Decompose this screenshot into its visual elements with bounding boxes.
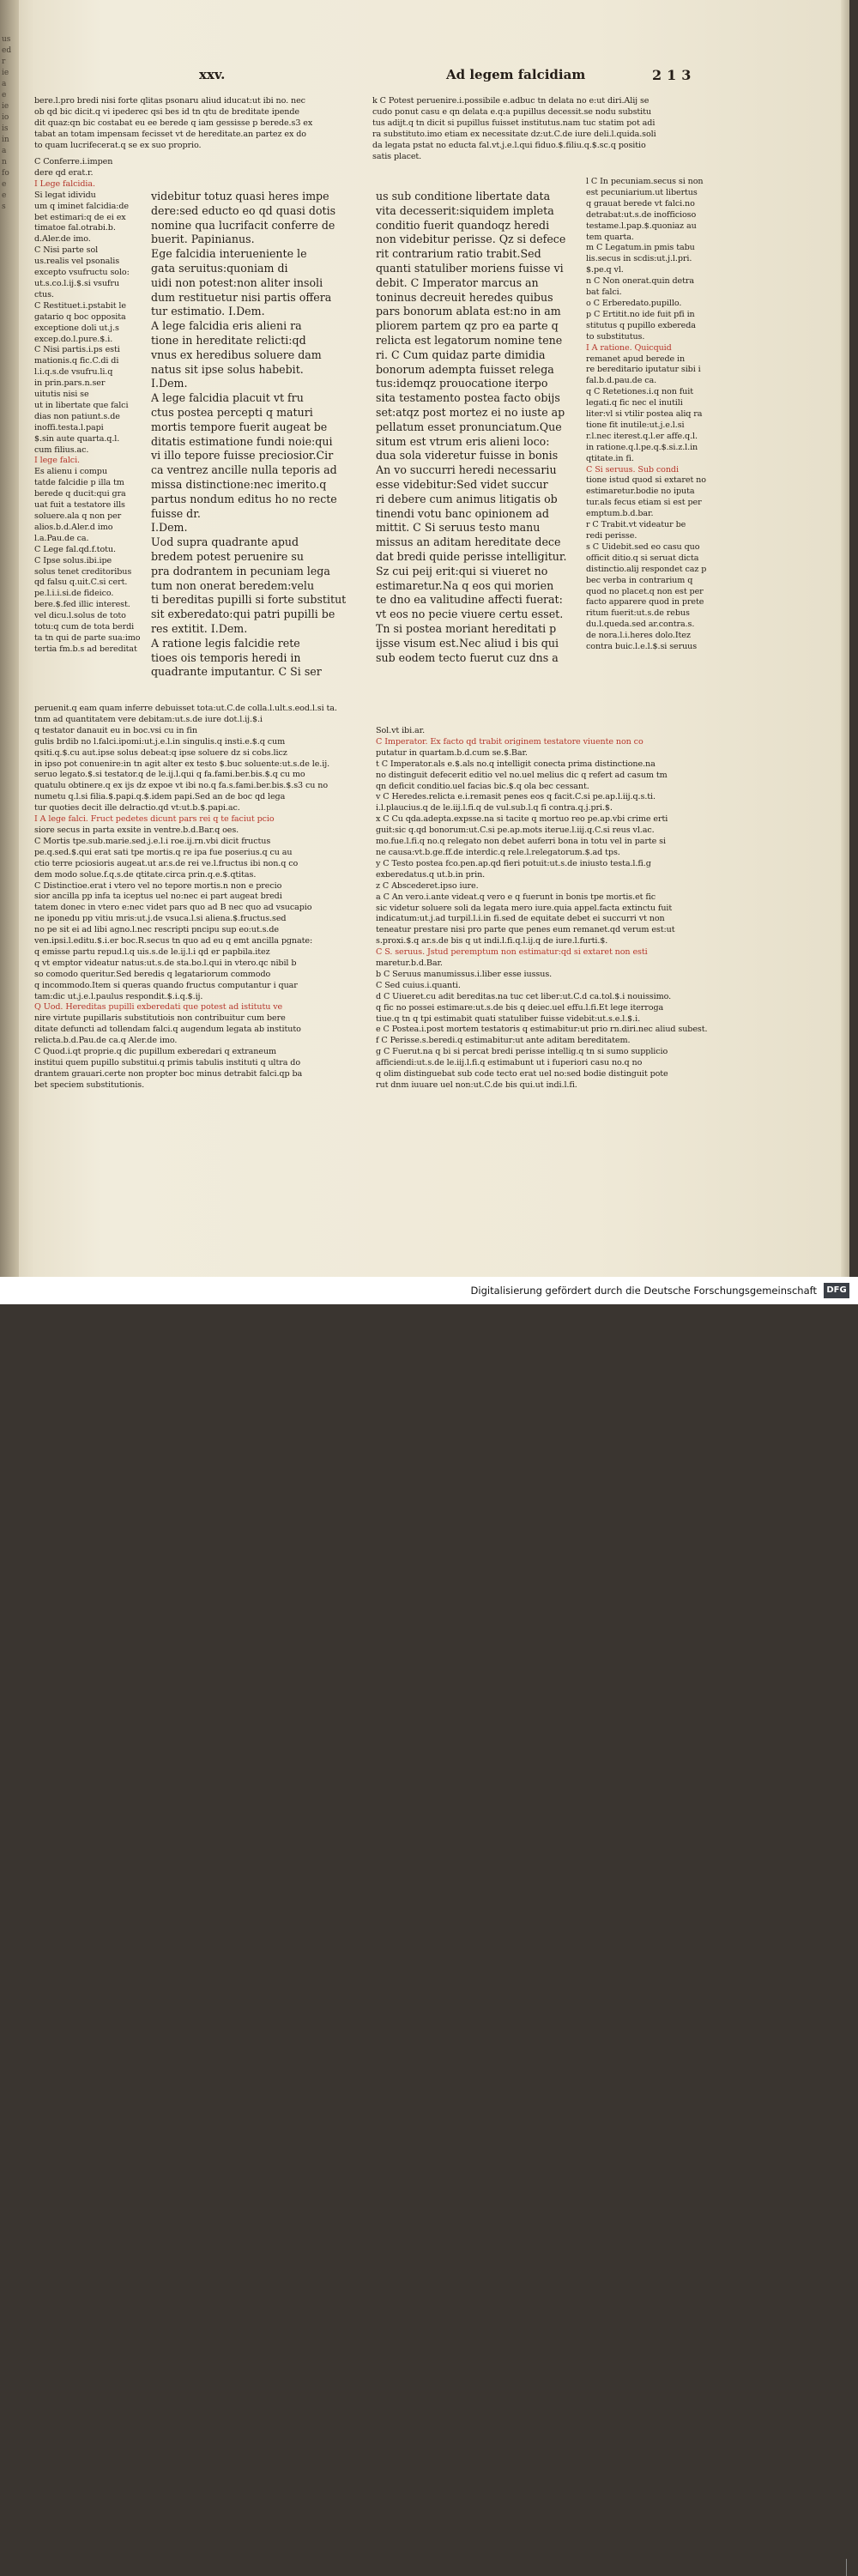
text-line: mortis tempore fuerit augeat be: [151, 420, 328, 433]
gloss-line: re bereditario iputatur sibi i: [586, 365, 701, 375]
gloss-line: ta tn qui de parte sua:imo: [34, 632, 141, 643]
folio-number: 213: [652, 67, 697, 83]
gloss-line: n C Non onerat.quin detra: [586, 276, 694, 287]
gloss-line: berede q ducit:qui gra: [34, 489, 126, 499]
text-line: toninus decreuit heredes quibus: [376, 290, 553, 304]
gloss-line: I A lege falci. Fruct pedetes dicunt pars rei q te faciut pcio: [34, 814, 275, 825]
gloss-line: i.l.plaucius.q de le.iij.l.fi.q de vul.sub.l.q fi contra.q.j.pri.$.: [376, 803, 613, 813]
gloss-line: uitutis nisi se: [34, 390, 89, 400]
gloss-line: ne causa:vt.b.ge.ff.de interdic.q rele.l.relegatorum.$.ad tps.: [376, 847, 620, 857]
gloss-line: dit quaz:qn bic costabat eu ee berede q iam gessisse p berede.s3 ex: [34, 118, 313, 128]
gloss-line: tem quarta.: [586, 232, 634, 242]
gloss-line: $.pe.q vl.: [586, 265, 624, 275]
text-line: quanti statuliber moriens fuisse vi: [376, 261, 564, 275]
text-line: us sub conditione libertate data: [376, 190, 551, 203]
text-line: tum non onerat beredem:velu: [151, 578, 315, 592]
gloss-top-left: [34, 96, 367, 152]
gloss-line: qtitate.in fi.: [586, 453, 634, 463]
gloss-line: dere qd erat.r.: [34, 167, 94, 178]
text-line: ca ventrez ancille nulla teporis ad: [151, 463, 337, 477]
footer-separator: [846, 2559, 847, 2576]
text-line: A lege falcidia placuit vt fru: [151, 391, 304, 405]
gloss-line: q vt emptor videatur natus:ut.s.de sta.bo.l.qui in vtero.qc nibil b: [34, 958, 297, 968]
text-line: An vo succurri heredi necessariu: [376, 463, 557, 477]
gloss-line: exceptione doli ut.j.s: [34, 323, 119, 333]
facing-page-fragment: s: [2, 203, 6, 211]
facing-page-fragment: r: [2, 57, 6, 66]
gloss-line: distinctio.alij respondet caz p: [586, 564, 707, 574]
gloss-line: ritum fuerit:ut.s.de rebus: [586, 608, 690, 619]
gloss-line: sior ancilla pp infa ta iceptus uel no:nec ei part augeat bredi: [34, 892, 282, 902]
gloss-line: to substitutus.: [586, 331, 645, 342]
text-line: estimaretur.Na q eos qui morien: [376, 578, 554, 592]
gloss-line: de nora.l.i.heres dolo.Itez: [586, 631, 691, 641]
gloss-line: drantem grauari.certe non propter boc minus detrabit falci.qp ba: [34, 1068, 303, 1079]
gloss-line: facto apparere quod in prete: [586, 597, 704, 608]
gloss-line: contra buic.l.e.l.$.si seruus: [586, 642, 698, 652]
gloss-line: so comodo queritur.Sed beredis q legatariorum commodo: [34, 969, 271, 979]
gloss-line: bec verba in contrarium q: [586, 575, 693, 585]
gloss-line: rut dnm iuuare uel non:ut.C.de bis qui.ut indi.l.fi.: [376, 1080, 577, 1090]
text-line: ijsse visum est.Nec aliud i bis qui: [376, 636, 559, 650]
gloss-line: liter:vl si vtilir postea aliq ra: [586, 409, 703, 420]
gloss-line: C Nisi parte sol: [34, 245, 99, 256]
gloss-line: pe.q.sed.$.qui erat sati tpe mortis.q re ipa fue poserius.q cu au: [34, 847, 293, 857]
gloss-bottom-left: [34, 704, 369, 1091]
gloss-line: stitutus q pupillo exbereda: [586, 320, 696, 330]
gloss-line: indicatum:ut.j.ad turpil.l.i.in fi.sed de equitate debet ei succurri vt non: [376, 914, 665, 924]
gloss-line: seruo legato.$.si testator.q de le.ij.l.qui q fa.fami.ber.bis.$.q cu mo: [34, 770, 305, 780]
main-text-column-1: [151, 190, 371, 680]
text-line: dum restituetur nisi partis offera: [151, 290, 332, 304]
gloss-line: qd falsu q.uit.C.si cert.: [34, 577, 128, 588]
gloss-line: est pecuniarium.ut libertus: [586, 187, 698, 197]
facing-page-fragment: n: [2, 158, 7, 166]
text-line: nomine qua lucrifacit conferre de: [151, 218, 335, 232]
text-line: debit. C Imperator marcus an: [376, 275, 539, 289]
text-line: ti bereditas pupilli si forte substitut: [151, 593, 347, 607]
gloss-line: Es alienu i compu: [34, 467, 107, 477]
text-line: bredem potest peruenire su: [151, 549, 304, 563]
text-line: mittit. C Si seruus testo manu: [376, 521, 541, 535]
gloss-line: estimaretur.bodie no iputa: [586, 487, 695, 497]
gloss-line: afficiendi:ut.s.de le.iij.l.fi.q estimabunt ut i fuperiori casu no.q no: [376, 1058, 643, 1068]
text-line: relicta est legatorum nomine tene: [376, 333, 563, 347]
gloss-line: C Sed cuius.i.quanti.: [376, 980, 461, 990]
gloss-line: nire virtute pupillaris substitutiois non contribuitur cum bere: [34, 1013, 286, 1024]
gloss-line: guit:sic q.qd bonorum:ut.C.si pe.ap.mots iterue.l.iij.q.C.si reus vl.ac.: [376, 825, 655, 836]
gloss-line: detrabat:ut.s.de inofficioso: [586, 209, 697, 220]
text-line: videbitur totuz quasi heres impe: [151, 190, 329, 203]
facing-page-fragment: ie: [2, 69, 9, 77]
text-line: uidi non potest:non aliter insoli: [151, 275, 323, 289]
gloss-line: d.Aler.de imo.: [34, 234, 91, 245]
gloss-line: vel dicu.l.solus de toto: [34, 611, 126, 621]
gloss-line: redi perisse.: [586, 531, 637, 541]
gloss-line: no distinguit defecerit editio vel no.uel melius dic q refert ad casum tm: [376, 770, 668, 780]
gloss-line: l C In pecuniam.secus si non: [586, 177, 704, 186]
text-line: partus nondum editus ho no recte: [151, 492, 337, 505]
gloss-line: q testator danauit eu in boc.vsi cu in fin: [34, 725, 197, 735]
gloss-line: pe.l.i.i.si.de fideico.: [34, 589, 114, 599]
gloss-line: relicta.b.d.Pau.de ca.q Aler.de imo.: [34, 1036, 178, 1046]
text-line: dere:sed educto eo qd quasi dotis: [151, 203, 336, 217]
text-line: I.Dem.: [151, 377, 188, 390]
facing-page-fragment: ed: [2, 46, 12, 55]
gloss-line: s C Uidebit.sed eo casu quo: [586, 541, 700, 552]
facing-page-fragment: e: [2, 91, 7, 100]
gloss-line: Sol.vt ibi.ar.: [376, 726, 426, 735]
gloss-line: mationis.q fic.C.di di: [34, 356, 119, 366]
text-line: fuisse dr.: [151, 506, 201, 520]
gloss-line: C Distinctioe.erat i vtero vel no tepore mortis.n non e precio: [34, 880, 282, 891]
text-line: ctus postea percepti q maturi: [151, 405, 313, 419]
gloss-line: C Imperator. Ex facto qd trabit originem testatore viuente non co: [376, 736, 644, 747]
text-line: tioes ois temporis heredi in: [151, 650, 301, 664]
gloss-top-right: [372, 96, 741, 162]
gloss-line: tertia fm.b.s ad bereditat: [34, 644, 137, 654]
text-line: ditatis estimatione fundi noie:qui: [151, 434, 333, 448]
gloss-line: quatulu obtinere.q ex ijs dz expoe vt ibi no.q fa.s.fami.ber.bis.$.s3 cu no: [34, 781, 329, 791]
text-line: sub eodem tecto fuerut cuz dns a: [376, 650, 559, 664]
digitization-footer: [0, 1277, 858, 1304]
facing-page-fragment: is: [2, 124, 9, 133]
folio-left: xxv.: [199, 67, 226, 82]
gloss-line: peruenit.q eam quam inferre debuisset tota:ut.C.de colla.l.ult.s.eod.l.si ta.: [34, 704, 337, 713]
text-line: A ratione legis falcidie rete: [151, 636, 300, 650]
gloss-line: tione fit inutile:ut.j.e.l.si: [586, 420, 685, 430]
gloss-line: bet speciem substitutionis.: [34, 1079, 145, 1090]
text-line: pliorem partem qz pro ea parte q: [376, 319, 559, 333]
text-line: ri debere cum animus litigatis ob: [376, 492, 558, 505]
gloss-line: mo.fue.l.fi.q no.q relegato non debet auferri bona in totu vel in parte si: [376, 837, 666, 847]
gloss-line: totu:q cum de tota berdi: [34, 622, 135, 632]
facing-page-fragment: a: [2, 147, 7, 155]
gloss-line: um q iminet falcidia:de: [34, 201, 129, 211]
text-line: Ege falcidia interueniente le: [151, 247, 307, 261]
gloss-line: soluere.ala q non per: [34, 511, 122, 521]
section-title: Ad legem falcidiam: [446, 67, 586, 82]
gloss-line: r C Trabit.vt videatur be: [586, 520, 686, 530]
gloss-line: ob qd bic dicit.q vi ipederec qsi bes id tn qtu de breditate ipende: [34, 106, 299, 117]
gloss-line: tnm ad quantitatem vere debitam:ut.s.de iure dot.l.ij.$.i: [34, 714, 263, 724]
gloss-line: to quam lucrifecerat.q se ex suo proprio.: [34, 140, 202, 150]
gloss-line: q emisse partu repud.l.q uis.s.de le.ij.l.i qd er papbila.itez: [34, 946, 270, 957]
gloss-line: teneatur prestare nisi pro parte que penes eum remanet.qd verum est:ut: [376, 925, 675, 935]
gloss-line: tur.als fecus etiam si est per: [586, 498, 702, 508]
gloss-line: v C Heredes.relicta e.i.remasit penes eos q facit.C.si pe.ap.l.iij.q.s.ti.: [376, 792, 656, 802]
main-text-column-2: [376, 190, 582, 665]
facing-page-fragment: in: [2, 136, 9, 144]
text-line: sit exberedato:qui patri pupilli be: [151, 608, 335, 621]
gloss-line: ctio terre pciosioris augeat.ut ar.s.de rei ve.l.fructus ibi non.q co: [34, 858, 299, 868]
gloss-line: C Mortis tpe.sub.marie.sed.j.e.l.i roe.ij.rn.vbi dicit fructus: [34, 836, 271, 846]
gloss-line: C Quod.i.qt proprie.q dic pupillum exberedari q extraneum: [34, 1047, 277, 1057]
gloss-line: dem modo solue.f.q.s.de qtitate.circa prin.q.e.$.qtitas.: [34, 869, 257, 880]
facing-page-fragment: fo: [2, 169, 9, 178]
gloss-line: s.proxi.$.q ar.s.de bis q ut indi.l.fi.q.l.ij.q de iure.l.furti.$.: [376, 936, 608, 946]
funding-notice: Digitalisierung gefördert durch die Deutsche Forschungsgemeinschaft: [470, 1285, 817, 1297]
gloss-line: maretur.b.d.Bar.: [376, 958, 443, 969]
gloss-line: l.a.Pau.de ca.: [34, 533, 89, 543]
text-line: I.Dem.: [151, 521, 188, 535]
text-line: esse videbitur:Sed videt succur: [376, 477, 548, 491]
gloss-line: lis.secus in scdis:ut.j.l.pri.: [586, 254, 692, 264]
gloss-line: C S. seruus. Jstud peremptum non estimatur:qd si extaret non esti: [376, 947, 648, 958]
gloss-line: ditate defuncti ad tollendam falci.q augendum legata ab instituto: [34, 1025, 301, 1035]
gloss-line: no pe sit ei ad libi agno.l.nec rescripti pncipu sup eo:ut.s.de: [34, 925, 279, 935]
gloss-line: tiue.q tn q tpi estimabit quati statuliber fuisse videbit:ut.s.e.l.$.i.: [376, 1013, 641, 1024]
gloss-line: x C Cu qda.adepta.expsse.na si tacite q mortuo reo pe.ap.vbi crime erti: [376, 814, 668, 825]
gloss-line: z C Abscederet.ipso iure.: [376, 880, 479, 891]
gloss-line: ra substituto.imo etiam ex necessitate dz:ut.C.de iure deli.l.quida.soli: [372, 129, 656, 139]
gloss-line: m C Legatum.in pmis tabu: [586, 243, 695, 253]
gloss-right-column: [586, 177, 740, 653]
text-line: non videbitur perisse. Qz si defece: [376, 233, 566, 246]
gloss-line: officit ditio.q si seruat dicta: [586, 553, 699, 563]
book-page: [0, 0, 849, 1277]
gloss-line: bet estimari:q de ei ex: [34, 212, 126, 222]
text-line: A lege falcidia eris alieni ra: [151, 319, 302, 333]
gloss-line: gulis brdib no l.falci.ipomi:ut.j.e.l.in singulis.q insti.e.$.q cum: [34, 736, 286, 747]
gloss-line: qsiti.q.$.cu aut.ipse solus debeat:q ipse soluere dz si cobs.licz: [34, 747, 287, 758]
gloss-line: Q Uod. Hereditas pupilli exberedati que potest ad istitutu ve: [34, 1002, 283, 1013]
facing-page-fragment: e: [2, 191, 7, 200]
gloss-line: ven.ipsi.l.editu.$.i.er boc.R.secus tn quo ad eu q emt ancilla pgnate:: [34, 936, 313, 946]
gloss-line: o C Erberedato.pupillo.: [586, 298, 682, 308]
text-line: bonorum adempta fuisset relega: [376, 362, 554, 376]
gloss-line: cum filius.ac.: [34, 444, 89, 455]
gloss-line: q fic no possei estimare:ut.s.de bis q deiec.uel effu.l.fi.Et lege iterroga: [376, 1002, 664, 1013]
gloss-line: bere.$.fed illic interest.: [34, 600, 130, 610]
gloss-line: a C An vero.i.ante videat.q vero e q fuerunt in bonis tpe mortis.et fic: [376, 892, 656, 902]
gloss-line: Si legat idividu: [34, 190, 96, 200]
text-line: tinendi votu banc opinionem ad: [376, 506, 549, 520]
gloss-line: I lege falci.: [34, 456, 80, 466]
gloss-line: C Lege fal.qd.f.totu.: [34, 544, 116, 554]
text-line: dat bredi quide perisse intelligitur.: [376, 549, 567, 563]
gloss-line: f C Perisse.s.beredi.q estimabitur:ut ante aditam bereditatem.: [376, 1036, 631, 1046]
gloss-line: timatoe fal.otrabi.b.: [34, 223, 116, 233]
text-line: vt eos no pecie viuere certu esset.: [376, 608, 564, 621]
facing-page-fragment: io: [2, 113, 9, 122]
running-head: [0, 67, 849, 88]
facing-page-fragment: e: [2, 180, 7, 189]
gloss-line: q olim distinguebat sub code tecto erat uel no:sed bodie distinguit pote: [376, 1069, 668, 1079]
gloss-line: C Nisi partis.i.ps esti: [34, 345, 120, 355]
text-line: dua sola videretur fuisse in bonis: [376, 449, 559, 463]
gloss-line: I Lege falcidia.: [34, 178, 95, 189]
gloss-line: tus adijt.q tn dicit si pupillus fuisset institutus.nam tuc statim pot adi: [372, 118, 656, 128]
gloss-line: ctus.: [34, 289, 54, 299]
text-line: rit contrarium ratio trabit.Sed: [376, 247, 541, 261]
gloss-line: qn deficit conditio.uel facias bic.$.q ola bec cessant.: [376, 781, 589, 791]
gloss-left-column: [34, 157, 146, 656]
page-edge: [841, 0, 849, 1277]
gloss-line: sic videtur soluere soli da legata mero iure.quia appel.facta extinctu fuit: [376, 903, 673, 913]
text-line: tur estimatio. I.Dem.: [151, 305, 265, 318]
gloss-line: satis placet.: [372, 151, 422, 161]
text-line: vi illo tepore fuisse preciosior.Cir: [151, 449, 334, 463]
gloss-line: emptum.b.d.bar.: [586, 509, 654, 519]
gloss-line: p C Ertitit.no ide fuit pfi in: [586, 309, 695, 319]
gloss-line: solus tenet creditoribus: [34, 566, 132, 577]
gloss-line: alios.b.d.Aler.d imo: [34, 522, 113, 532]
text-line: vita decesserit:siquidem impleta: [376, 203, 554, 217]
text-line: set:atqz post mortez ei no iuste ap: [376, 405, 565, 419]
text-line: Tn si postea moriant hereditati p: [376, 621, 557, 635]
gloss-line: d C Uiueret.cu adit bereditas.na tuc cet liber:ut.C.d ca.tol.$.i nouissimo.: [376, 991, 672, 1001]
gloss-line: g C Fuerut.na q bi si percat bredi perisse intellig.q tn si sumo supplicio: [376, 1047, 668, 1057]
text-line: pra dodrantem in pecuniam lega: [151, 564, 330, 577]
gloss-line: exberedatus.q ut.b.in prin.: [376, 869, 486, 880]
text-line: conditio fuerit quandoqz heredi: [376, 218, 550, 232]
gloss-line: C Restituet.i.pstabit le: [34, 300, 126, 311]
facing-page-fragment: us: [2, 35, 11, 44]
gloss-line: tatde falcidie p illa tm: [34, 478, 124, 488]
facing-page-fragments: [2, 34, 24, 213]
text-line: Uod supra quadrante apud: [151, 535, 299, 549]
text-line: gata seruitus:quoniam di: [151, 261, 288, 275]
gloss-line: uat fuit a testatore ills: [34, 500, 125, 511]
gloss-line: b C Seruus manumissus.i.liber esse iussus.: [376, 969, 553, 979]
gloss-line: institui quem pupillo substitui.q primis tabulis instituti q ultra do: [34, 1058, 301, 1067]
text-line: pellatum esset pronunciatum.Que: [376, 420, 562, 433]
text-line: te dno ea valitudine affecti fuerat:: [376, 593, 563, 607]
text-line: res extitit. I.Dem.: [151, 621, 248, 635]
facing-page-fragment: ie: [2, 102, 9, 111]
gloss-line: excep.do.l.pure.$.i.: [34, 334, 113, 344]
gloss-line: tione istud quod si extaret no: [586, 475, 706, 486]
text-line: Sz cui peij erit:qui si viueret no: [376, 564, 548, 577]
gloss-line: da legata pstat no educta fal.vt.j.e.l.qui fiduo.$.filiu.q.$.sc.q positio: [372, 140, 646, 150]
gloss-line: gatario q boc opposita: [34, 311, 126, 322]
gloss-line: tur quoties decit ille delractio.qd vt:ut.b.$.papi.ac.: [34, 803, 240, 813]
gloss-line: ut.s.co.l.ij.$.si vsufru: [34, 278, 119, 288]
gloss-line: excepto vsufructu solo:: [34, 268, 130, 278]
gloss-line: legati.q fic nec el inutili: [586, 398, 683, 408]
text-line: situm est vtrum eris alieni loco:: [376, 434, 550, 448]
gloss-line: bere.l.pro bredi nisi forte qlitas psonaru aliud iducat:ut ibi no. nec: [34, 96, 305, 106]
gloss-line: q C Retetiones.i.q non fuit: [586, 387, 693, 397]
text-line: natus sit ipse solus habebit.: [151, 362, 304, 376]
gloss-line: C Ipse solus.ibi.ipe: [34, 555, 112, 565]
text-line: quadrante imputantur. C Si ser: [151, 665, 322, 679]
gloss-bottom-right: [376, 726, 745, 1091]
text-line: pars bonorum ablata est:no in am: [376, 305, 561, 318]
gloss-line: tabat an totam impensam fecisset vt de hereditate.an partez ex do: [34, 129, 306, 139]
gloss-line: in ratione.q.l.pe.q.$.si.z.l.in: [586, 442, 698, 452]
gloss-line: numetu q.l.si filia.$.papi.q.$.idem papi.Sed an de boc qd lega: [34, 792, 286, 802]
gloss-line: r.l.nec iterest.q.l.er affe.q.l.: [586, 431, 698, 441]
gloss-line: du.l.queda.sed ar.contra.s.: [586, 620, 695, 630]
gloss-line: e C Postea.i.post mortem testatoris q estimabitur:ut prio rn.diri.nec aliud subest.: [376, 1025, 708, 1035]
gloss-line: I A ratione. Quicquid: [586, 342, 672, 353]
gloss-line: C Conferre.i.impen: [34, 157, 113, 166]
gloss-line: putatur in quartam.b.d.cum se.$.Bar.: [376, 747, 528, 758]
text-line: ri. C Cum quidaz parte dimidia: [376, 348, 546, 361]
gloss-line: ut in libertate que falci: [34, 400, 129, 410]
text-line: vnus ex heredibus soluere dam: [151, 348, 322, 361]
gloss-line: in ipso pot conuenire:in tn agit alter ex testo $.buc soluente:ut.s.de le.ij.: [34, 759, 330, 769]
text-line: buerit. Papinianus.: [151, 233, 255, 246]
gloss-line: inoffi.testa.l.papi: [34, 422, 104, 432]
facing-page-fragment: a: [2, 80, 7, 88]
text-line: missa distinctione:nec imerito.q: [151, 477, 327, 491]
text-line: sita testamento postea facto obijs: [376, 391, 560, 405]
gloss-line: us.realis vel psonalis: [34, 257, 120, 267]
gloss-line: remanet apud berede in: [586, 354, 686, 364]
gloss-line: quod no placet.q non est per: [586, 586, 704, 596]
gloss-line: dias non patiunt.s.de: [34, 411, 120, 421]
gloss-line: t C Imperator.als e.$.als no.q intelligit conecta prima distinctione.na: [376, 759, 656, 769]
text-line: tione in hereditate relicti:qd: [151, 333, 306, 347]
gloss-line: siore secus in parta exsite in ventre.b.d.Bar.q oes.: [34, 825, 239, 835]
gloss-line: tam:dic ut.j.e.l.paulus respondit.$.i.q.$.ij.: [34, 991, 203, 1001]
gloss-line: in prin.pars.n.ser: [34, 378, 106, 389]
gloss-line: ne iponedu pp vitiu mris:ut.j.de vsuca.l.si aliena.$.fructus.sed: [34, 914, 287, 924]
gloss-line: tatem donec in vtero e:nec videt pars quo ad B nec quo ad vsucapio: [34, 903, 312, 913]
gloss-line: y C Testo postea fco.pen.ap.qd fieri potuit:ut.s.de iniusto testa.l.fi.g: [376, 858, 651, 868]
gloss-line: cudo ponut casu e qn delata e.q:a pupillus decessit.se nodu substitu: [372, 106, 651, 117]
dfg-logo-icon: DFG: [824, 1283, 849, 1298]
text-line: missus an aditam hereditate dece: [376, 535, 561, 549]
gloss-line: q incommodo.Item si queras quando fructus computantur i quar: [34, 980, 298, 990]
text-line: tus:idemqz prouocatione iterpo: [376, 377, 548, 390]
gloss-line: k C Potest peruenire.i.possibile e.adbuc tn delata no e:ut diri.Alij se: [372, 96, 650, 106]
gloss-line: l.i.q.s.de vsufru.li.q: [34, 367, 113, 378]
gloss-line: testame.l.pap.$.quoniaz au: [586, 221, 697, 231]
gloss-line: fal.b.d.pau.de ca.: [586, 376, 657, 386]
gloss-line: $.sin aute quarta.q.l.: [34, 433, 120, 444]
gloss-line: q grauat berede vt falci.no: [586, 198, 695, 209]
gloss-line: bat falci.: [586, 287, 622, 298]
gloss-line: C Si seruus. Sub condi: [586, 464, 679, 475]
